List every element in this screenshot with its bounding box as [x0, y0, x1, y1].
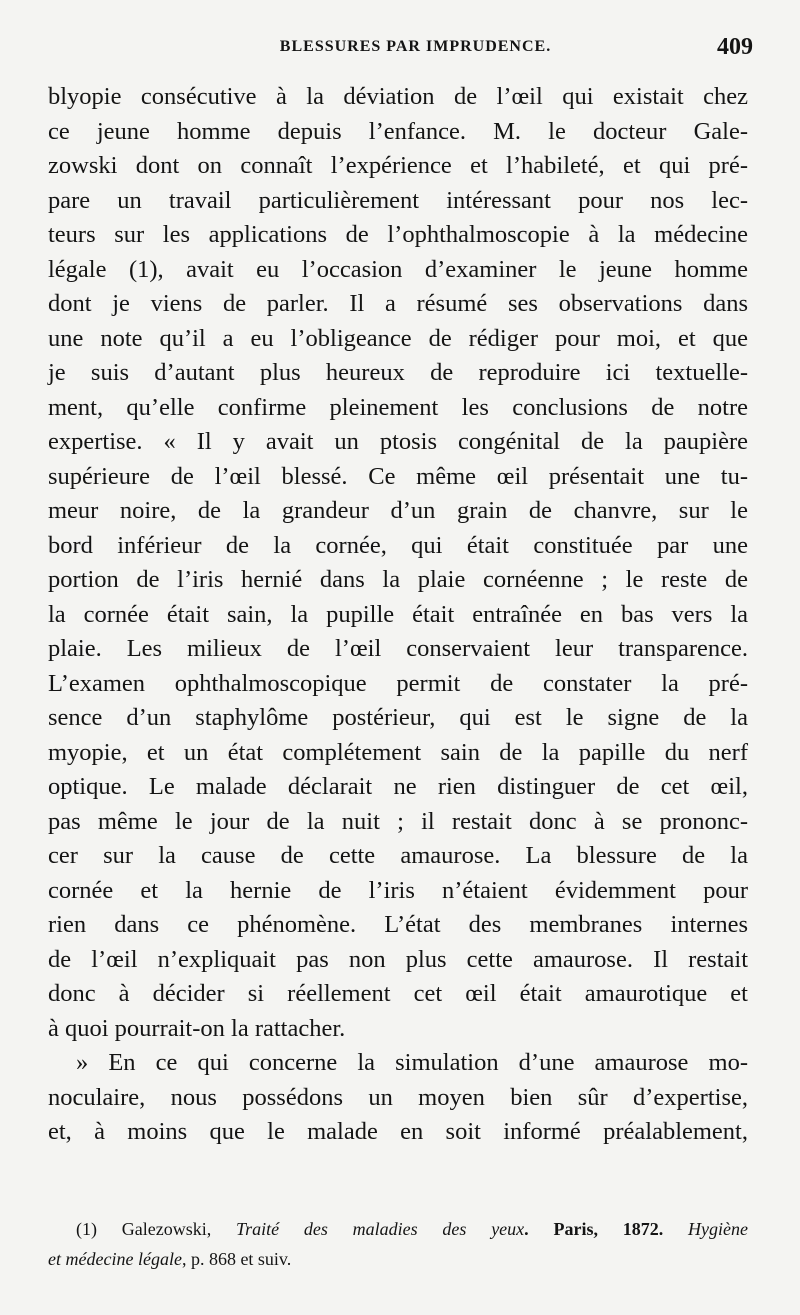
text-line: la cornée était sain, la pupille était entraînée en bas vers la [48, 600, 748, 628]
text-line: cornée et la hernie de l’iris n’étaient évidemment pour [48, 876, 748, 904]
text-line: rien dans ce phénomène. L’état des membranes internes [48, 911, 748, 938]
text-line: L’examen ophthalmoscopique permit de constater la pré- [48, 669, 748, 697]
text-line: portion de l’iris hernié dans la plaie cornéenne ; le reste de [48, 566, 748, 593]
text-line: blyopie consécutive à la déviation de l’œil qui existait chez [48, 83, 748, 110]
text-line: zowski dont on connaît l’expérience et l’habileté, et qui pré- [48, 152, 748, 179]
text-line: dont je viens de parler. Il a résumé ses observations dans [48, 290, 748, 317]
text-line: optique. Le malade déclarait ne rien distinguer de cet œil, [48, 773, 748, 800]
text-line: ment, qu’elle confirme pleinement les conclusions de notre [48, 393, 748, 421]
text-line: myopie, et un état complétement sain de la papille du nerf [48, 738, 748, 766]
footnote-title: et médecine légale [48, 1249, 182, 1269]
footnote-title: Traité des maladies des yeux [236, 1219, 525, 1239]
text-line: plaie. Les milieux de l’œil conservaient leur transparence. [48, 635, 748, 662]
text-line: une note qu’il a eu l’obligeance de rédiger pour moi, et que [48, 324, 748, 352]
text-line: de l’œil n’expliquait pas non plus cette amaurose. Il restait [48, 945, 748, 973]
footnote-line [48, 1214, 748, 1244]
footnote-text: (1) Galezowski, [76, 1219, 237, 1239]
text-line: teurs sur les applications de l’ophthalmoscopie à la médecine [48, 221, 748, 248]
text-line: supérieure de l’œil blessé. Ce même œil présentait une tu- [48, 462, 748, 490]
text-line: noculaire, nous possédons un moyen bien sûr d’expertise, [48, 1083, 748, 1111]
footnote-line [48, 1244, 748, 1274]
body-text [48, 80, 748, 1150]
text-line: pas même le jour de la nuit ; il restait donc à se prononc- [48, 807, 748, 835]
text-line: sence d’un staphylôme postérieur, qui est le signe de la [48, 704, 748, 731]
text-line: ce jeune homme depuis l’enfance. M. le docteur Gale- [48, 117, 748, 145]
text-line: je suis d’autant plus heureux de reproduire ici textuelle- [48, 359, 748, 386]
page-header [48, 34, 753, 64]
text-line: pare un travail particulièrement intéressant pour nos lec- [48, 186, 748, 214]
text-line: cer sur la cause de cette amaurose. La blessure de la [48, 842, 748, 869]
text-line: donc à décider si réellement cet œil était amaurotique et [48, 980, 748, 1007]
page-number: 409 [717, 34, 753, 60]
footnote-title: Hygiène [688, 1219, 748, 1239]
text-line: bord inférieur de la cornée, qui était constituée par une [48, 531, 748, 559]
running-head: BLESSURES PAR IMPRUDENCE. [279, 38, 552, 55]
footnote-text: . Paris, 1872. [524, 1219, 689, 1239]
text-line: et, à moins que le malade en soit informé préalablement, [48, 1118, 748, 1145]
text-line: » En ce qui concerne la simulation d’une amaurose mo- [76, 1049, 748, 1076]
text-line: expertise. « Il y avait un ptosis congénital de la paupière [48, 428, 748, 455]
text-line: à quoi pourrait-on la rattacher. [48, 1014, 346, 1042]
text-line: meur noire, de la grandeur d’un grain de chanvre, sur le [48, 497, 748, 524]
text-line: légale (1), avait eu l’occasion d’examiner le jeune homme [48, 255, 748, 283]
footnote-text: , p. 868 et suiv. [181, 1249, 292, 1269]
footnote [48, 1214, 748, 1274]
